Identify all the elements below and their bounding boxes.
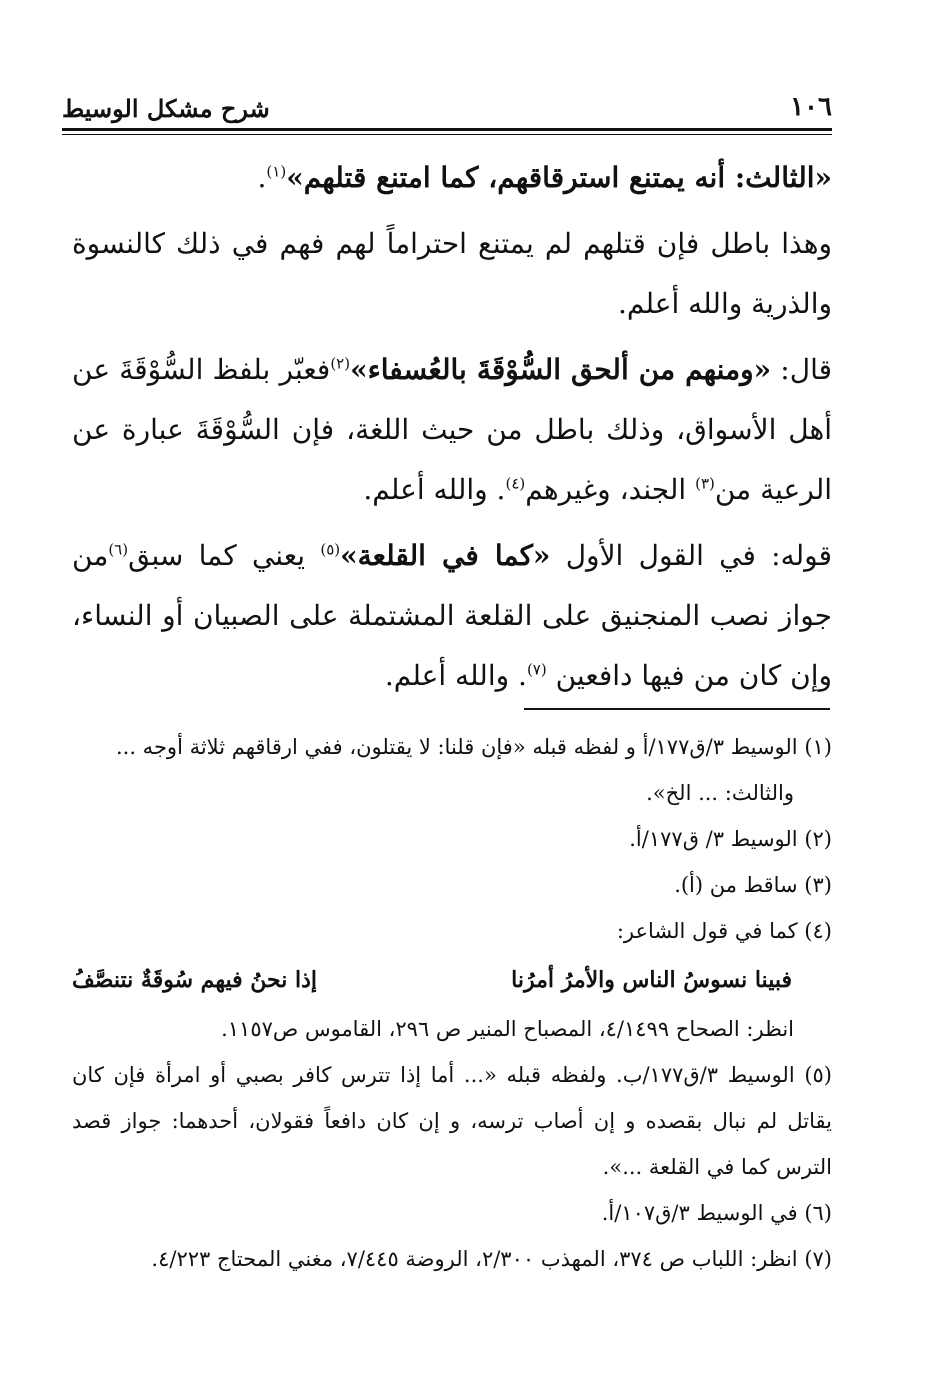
footnote-5: (٥) الوسيط ٣/ق١٧٧/ب. ولفظه قبله «... أما إذا تترس كافر بصبي أو امرأة فإن كان يقاتل لم نبال بقصده و إن أصاب ترسه، و إن كان دافعاً فقولان، أحدهما: جواز قصد الترس كما في القلعة ...». (72, 1063, 832, 1179)
paragraph-text: يعني كما سبق (128, 539, 321, 572)
paragraph-text: . والله أعلم. (384, 659, 527, 692)
paragraph-text: فعبّر بلفظ السُّوْقَةَ عن أهل الأسواق، وذلك باطل من حيث اللغة، فإن السُّوْقَةَ عبارة عن الرعية من (72, 353, 832, 506)
main-text (72, 148, 832, 712)
paragraph-text: . والله أعلم. (363, 473, 506, 506)
poem-hemistich-1: فبينا نسوسُ الناس والأمرُ أمرُنا (511, 967, 792, 993)
paragraph-1 (72, 148, 832, 208)
paragraph-text: من جواز نصب المنجنيق على القلعة المشتملة على الصبيان أو النساء، وإن كان من فيها دافعين (72, 539, 832, 692)
footnote-ref: (٤) (505, 474, 526, 493)
footnote-4-source: انظر: الصحاح ٤/١٤٩٩، المصباح المنير ص ٢٩٦، القاموس ص١١٥٧. (221, 1017, 794, 1041)
footnote-3: (٣) ساقط من (أ). (674, 873, 832, 897)
footnote-separator (524, 708, 830, 710)
paragraph-lead: قوله: في القول الأول (550, 539, 832, 572)
poem-hemistich-2: إذا نحنُ فيهم سُوقَةٌ نتنصَّفُ (72, 967, 318, 993)
quoted-statement: «الثالث: أنه يمتنع استرقاقهم، كما امتنع قتلهم» (286, 161, 832, 194)
footnote-ref: (٢) (330, 354, 351, 373)
punctuation: . (257, 161, 267, 194)
footnote-7: (٧) انظر: اللباب ص ٣٧٤، المهذب ٢/٣٠٠، الروضة ٧/٤٤٥، مغني المحتاج ٤/٢٢٣. (151, 1247, 832, 1271)
quoted-statement: «ومنهم من ألحق السُّوْقَةَ بالعُسفاء» (350, 353, 772, 386)
book-title: شرح مشكل الوسيط (62, 94, 270, 123)
paragraph-lead: قال: (771, 353, 832, 386)
footnote-ref: (٥) (320, 540, 341, 559)
footnotes (72, 724, 832, 1282)
footnote-4: (٤) كما في قول الشاعر: (616, 919, 832, 943)
page-number: ١٠٦ (790, 92, 832, 122)
footnote-2: (٢) الوسيط ٣/ ق١٧٧/أ. (629, 827, 832, 851)
paragraph-2: وهذا باطل فإن قتلهم لم يمتنع احتراماً لهم فهم في ذلك كالنسوة والذرية والله أعلم. (72, 227, 832, 320)
footnote-ref: (١) (266, 162, 287, 181)
quoted-statement: «كما في القلعة» (340, 539, 551, 572)
footnote-1: (١) الوسيط ٣/ق١٧٧/أ و لفظه قبله «فإن قلنا: لا يقتلون، ففي ارقاقهم ثلاثة أوجه ... (115, 735, 832, 759)
header-rule-thin (62, 134, 832, 135)
running-header (62, 92, 832, 126)
poem-verse (72, 954, 832, 1006)
paragraph-text: الجند، وغيرهم (525, 473, 696, 506)
footnote-6: (٦) في الوسيط ٣/ق١٠٧/أ. (601, 1201, 832, 1225)
footnote-ref: (٧) (526, 660, 547, 679)
header-rule-thick (62, 128, 832, 131)
footnote-ref: (٣) (695, 474, 715, 493)
paragraph-4 (72, 526, 832, 706)
footnote-1-continuation: والثالث: ... الخ». (646, 781, 794, 805)
paragraph-3 (72, 340, 832, 520)
footnote-ref: (٦) (108, 540, 129, 559)
